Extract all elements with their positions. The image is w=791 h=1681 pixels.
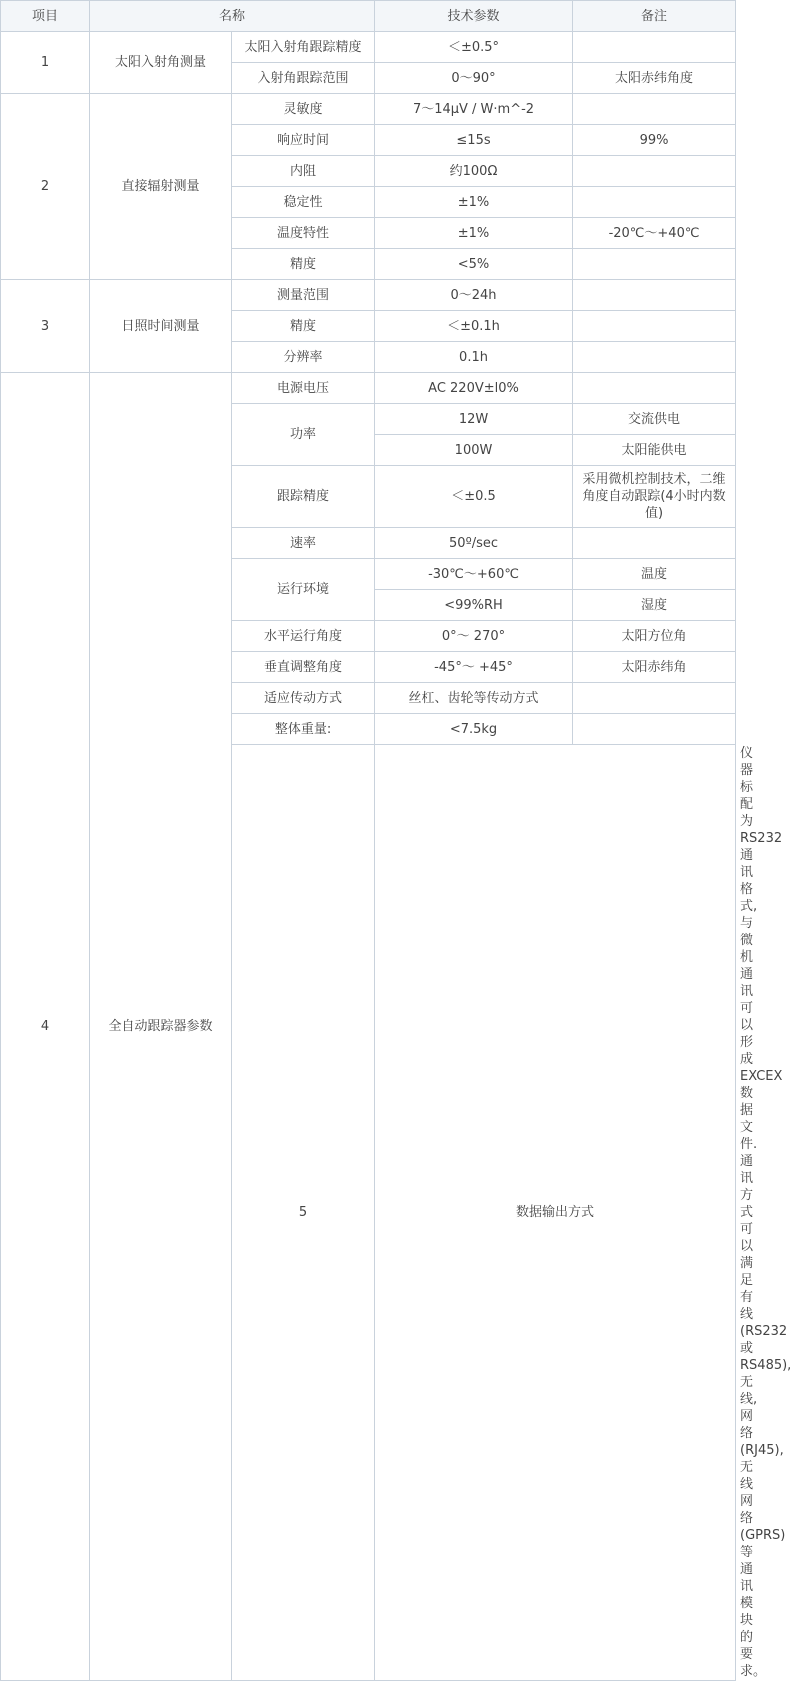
spec-value: 50º/sec (375, 528, 573, 559)
header-spec: 技术参数 (375, 1, 573, 32)
remark (573, 187, 736, 218)
spec-value: ＜±0.5° (375, 32, 573, 63)
sub-name: 电源电压 (232, 373, 375, 404)
sub-name: 温度特性 (232, 218, 375, 249)
group-name: 日照时间测量 (90, 280, 232, 373)
group-name: 全自动跟踪器参数 (90, 373, 232, 1681)
remark (573, 528, 736, 559)
table-row (1, 94, 736, 125)
group-name: 直接辐射测量 (90, 94, 232, 280)
remark (573, 156, 736, 187)
remark (573, 683, 736, 714)
spec-value: 100W (375, 435, 573, 466)
sub-name: 内阻 (232, 156, 375, 187)
spec-value: 12W (375, 404, 573, 435)
remark (573, 342, 736, 373)
spec-value: ±1% (375, 218, 573, 249)
item-id: 2 (1, 94, 90, 280)
sub-name: 垂直调整角度 (232, 652, 375, 683)
remark: 湿度 (573, 590, 736, 621)
item-id: 3 (1, 280, 90, 373)
remark: 温度 (573, 559, 736, 590)
sub-name: 跟踪精度 (232, 466, 375, 528)
spec-value: 0.1h (375, 342, 573, 373)
item-id: 4 (1, 373, 90, 1681)
group-name: 数据输出方式 (375, 745, 736, 1681)
header-item: 项目 (1, 1, 90, 32)
remark (573, 311, 736, 342)
sub-name: 适应传动方式 (232, 683, 375, 714)
spec-value: 约100Ω (375, 156, 573, 187)
spec-value: 7～14μV / W·m^-2 (375, 94, 573, 125)
sub-name: 速率 (232, 528, 375, 559)
remark: 太阳赤纬角度 (573, 63, 736, 94)
spec-value: ＜±0.1h (375, 311, 573, 342)
remark (573, 94, 736, 125)
remark (573, 280, 736, 311)
sub-name: 精度 (232, 249, 375, 280)
sub-name: 整体重量: (232, 714, 375, 745)
table-row (1, 373, 736, 404)
remark: 太阳方位角 (573, 621, 736, 652)
sub-name: 测量范围 (232, 280, 375, 311)
sub-name: 响应时间 (232, 125, 375, 156)
spec-value: ＜±0.5 (375, 466, 573, 528)
remark (573, 32, 736, 63)
sub-name: 运行环境 (232, 559, 375, 621)
sub-name: 入射角跟踪范围 (232, 63, 375, 94)
sub-name: 水平运行角度 (232, 621, 375, 652)
spec-value: ≤15s (375, 125, 573, 156)
spec-value: AC 220V±l0% (375, 373, 573, 404)
table-row: 5 数据输出方式 仪器标配为RS232通讯格式,与微机通讯可以形成EXCEX数据文件.通讯方式可以满足有线(RS232或RS485),无线,网络(RJ45),无线网络(GPRS)等通讯模块的要求。 (1, 745, 736, 1681)
sub-name: 功率 (232, 404, 375, 466)
remark: 太阳能供电 (573, 435, 736, 466)
spec-value: 0～90° (375, 63, 573, 94)
remark: -20℃～+40℃ (573, 218, 736, 249)
spec-value: 丝杠、齿轮等传动方式 (375, 683, 573, 714)
sub-name: 分辨率 (232, 342, 375, 373)
remark (573, 249, 736, 280)
remark (573, 373, 736, 404)
header-name: 名称 (90, 1, 375, 32)
remark: 采用微机控制技术，二维角度自动跟踪(4小时内数值) (573, 466, 736, 528)
sub-name: 精度 (232, 311, 375, 342)
spec-value: -30℃～+60℃ (375, 559, 573, 590)
spec-value: <5% (375, 249, 573, 280)
spec-value: 0～24h (375, 280, 573, 311)
sub-name: 太阳入射角跟踪精度 (232, 32, 375, 63)
item-id: 1 (1, 32, 90, 94)
header-remark: 备注 (573, 1, 736, 32)
item-id: 5 (232, 745, 375, 1681)
table-row (1, 280, 736, 311)
spec-value: <99%RH (375, 590, 573, 621)
sub-name: 稳定性 (232, 187, 375, 218)
group-name: 太阳入射角测量 (90, 32, 232, 94)
header-row (1, 1, 736, 32)
spec-value: -45°～ +45° (375, 652, 573, 683)
remark: 交流供电 (573, 404, 736, 435)
spec-value: ±1% (375, 187, 573, 218)
spec-value: 0°～ 270° (375, 621, 573, 652)
remark: 太阳赤纬角 (573, 652, 736, 683)
sub-name: 灵敏度 (232, 94, 375, 125)
spec-value: <7.5kg (375, 714, 573, 745)
table-row (1, 32, 736, 63)
remark: 99% (573, 125, 736, 156)
remark (573, 714, 736, 745)
